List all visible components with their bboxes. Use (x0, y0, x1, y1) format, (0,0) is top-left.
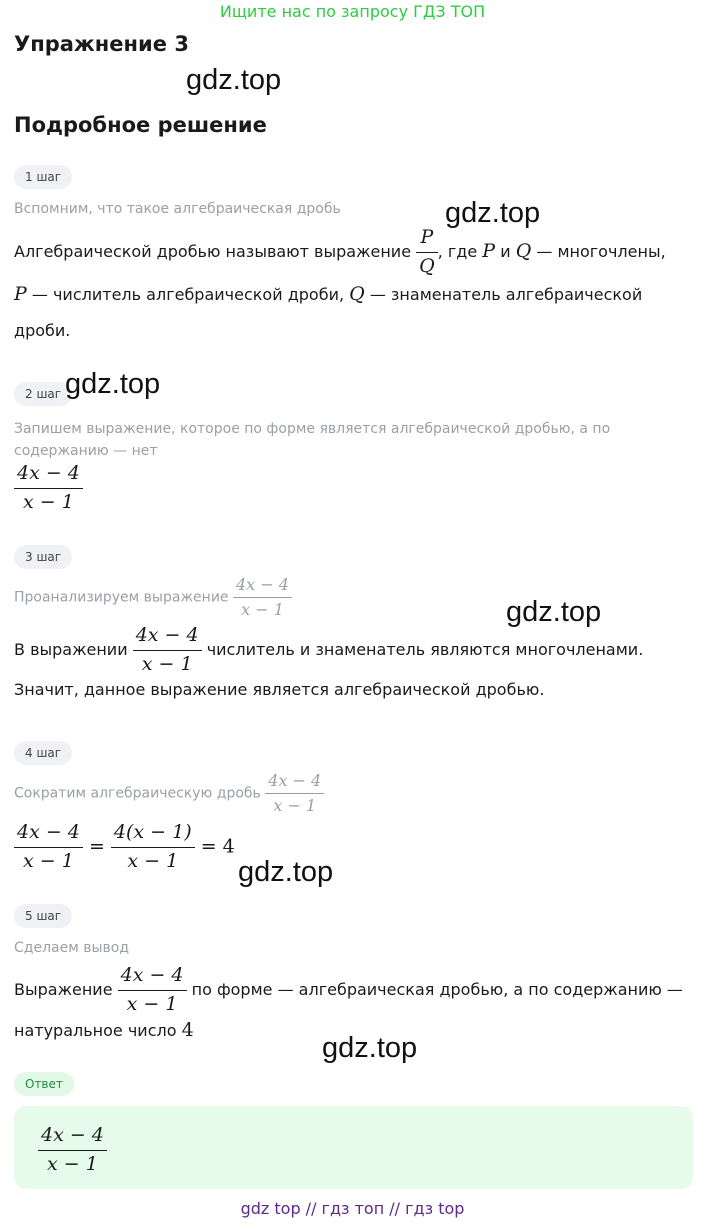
fraction (111, 821, 195, 874)
exercise-title: Упражнение 3 (14, 32, 189, 56)
step-3-conclusion: Значит, данное выражение является алгебраической дробью. (14, 680, 545, 699)
step-1-hint: Вспомним, что такое алгебраическая дробь (14, 201, 341, 217)
section-title: Подробное решение (14, 113, 267, 137)
variable: Q (349, 283, 365, 305)
step-3-hint (14, 575, 292, 620)
fraction (265, 771, 324, 816)
fraction (416, 226, 438, 279)
answer-box (14, 1106, 693, 1189)
step-1-definition (14, 226, 666, 279)
step-3-badge: 3 шаг (14, 545, 72, 569)
text: — многочлены, (536, 241, 666, 261)
text: по форме — алгебраическая дробью, а по содержанию — (191, 979, 683, 999)
fraction (233, 575, 292, 620)
step-2-badge: 2 шаг (14, 382, 72, 406)
text: числитель и знаменатель являются многочленами. (206, 639, 644, 659)
step-2-expression (14, 462, 83, 515)
step-5-hint: Сделаем вывод (14, 940, 130, 956)
numerator: 4x − 4 (17, 821, 80, 843)
equals-sign: = (88, 835, 105, 858)
step-5-conclusion-line-2 (14, 1019, 194, 1041)
footer-links: gdz top // гдз топ // гдз top (240, 1199, 465, 1218)
denominator: x − 1 (38, 1150, 107, 1177)
text: Выражение (14, 979, 113, 999)
number: 4 (181, 1019, 194, 1041)
denominator: x − 1 (118, 990, 187, 1017)
watermark: gdz.top (506, 596, 602, 628)
step-3-analysis (14, 624, 643, 677)
fraction (118, 964, 187, 1017)
step-4-equation (14, 821, 235, 874)
answer-expression (38, 1124, 107, 1177)
watermark: gdz.top (322, 1032, 418, 1064)
denominator: x − 1 (265, 793, 324, 816)
text: , где (437, 241, 478, 261)
denominator: x − 1 (14, 488, 83, 515)
step-2-hint: Запишем выражение, которое по форме является алгебраической дробью, а по содержанию — нет (14, 421, 611, 459)
numerator: 4x − 4 (41, 1124, 104, 1146)
answer-badge: Ответ (14, 1072, 74, 1096)
step-4-badge: 4 шаг (14, 741, 72, 765)
text: и (500, 241, 511, 261)
denominator: x − 1 (111, 847, 195, 874)
step-1-badge: 1 шаг (14, 165, 72, 189)
fraction (14, 462, 83, 515)
text: В выражении (14, 639, 128, 659)
step-5-badge: 5 шаг (14, 904, 72, 928)
fraction (133, 624, 202, 677)
fraction (14, 821, 83, 874)
text: натуральное число (14, 1021, 177, 1040)
text: Проанализируем выражение (14, 589, 229, 606)
watermark: gdz.top (186, 64, 282, 96)
text: Сократим алгебраическую дробь (14, 785, 261, 802)
text: — числитель алгебраической дроби, (31, 285, 345, 304)
numerator: 4x − 4 (17, 462, 80, 484)
result: = 4 (200, 835, 235, 858)
step-1-definition-line-2 (14, 283, 642, 305)
denominator: Q (416, 252, 438, 279)
numerator: 4x − 4 (120, 964, 184, 986)
watermark: gdz.top (445, 197, 541, 229)
variable: P (482, 239, 496, 262)
search-banner: Ищите нас по запросу ГДЗ ТОП (219, 2, 486, 21)
numerator: 4x − 4 (268, 771, 322, 790)
step-4-hint (14, 771, 324, 816)
denominator: x − 1 (233, 597, 292, 620)
numerator: 4(x − 1) (113, 821, 192, 843)
text: — знаменатель алгебраической (369, 285, 643, 304)
step-5-conclusion (14, 964, 683, 1017)
text: Алгебраической дробью называют выражение (14, 241, 412, 261)
watermark: gdz.top (65, 368, 161, 400)
variable: P (14, 283, 27, 305)
denominator: x − 1 (133, 650, 202, 677)
denominator: x − 1 (14, 847, 83, 874)
numerator: 4x − 4 (236, 575, 289, 594)
fraction (38, 1124, 107, 1177)
numerator: 4x − 4 (135, 624, 199, 646)
step-1-definition-line-3: дроби. (14, 321, 71, 340)
numerator: P (420, 226, 434, 248)
watermark: gdz.top (238, 856, 334, 888)
variable: Q (515, 239, 532, 262)
